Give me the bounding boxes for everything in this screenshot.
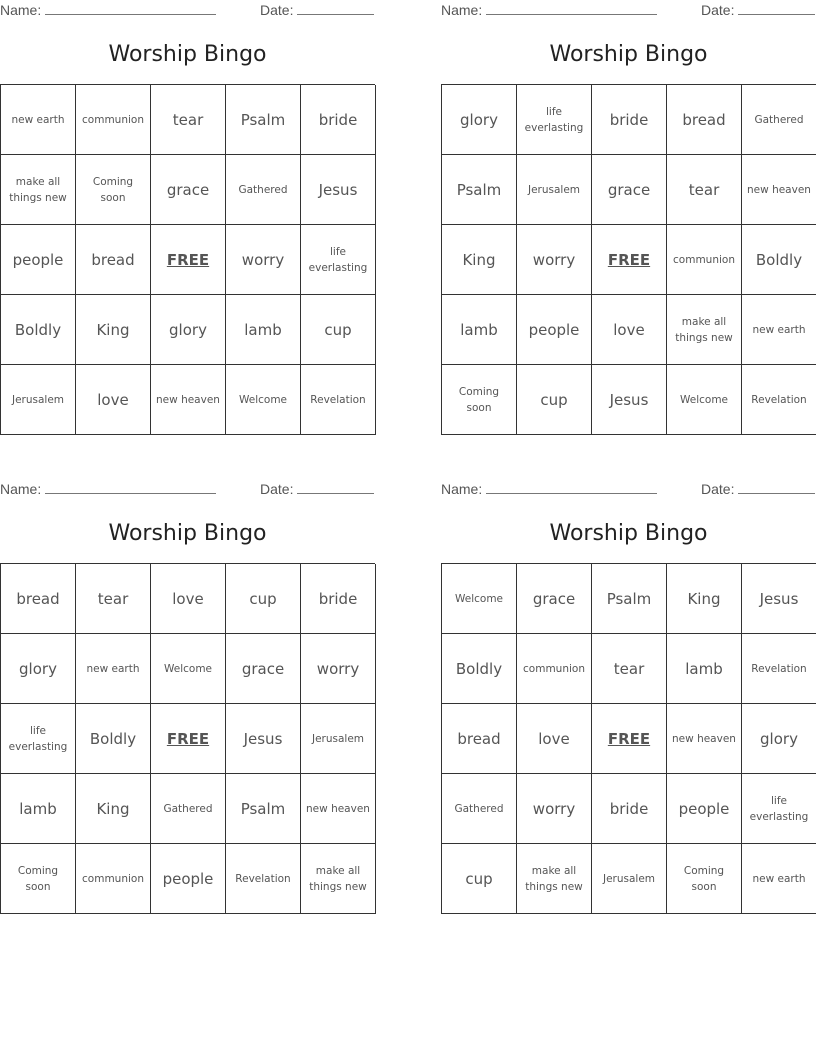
date-label: Date: bbox=[260, 481, 294, 497]
bingo-cell: Jesus bbox=[742, 564, 816, 634]
bingo-cell: grace bbox=[592, 155, 667, 225]
bingo-cell: Boldly bbox=[1, 295, 76, 365]
card-title: Worship Bingo bbox=[549, 42, 708, 67]
bingo-cell: new heaven bbox=[742, 155, 816, 225]
bingo-cell: life everlasting bbox=[517, 85, 592, 155]
bingo-cell: glory bbox=[742, 704, 816, 774]
bingo-cell: tear bbox=[592, 634, 667, 704]
bingo-cell: grace bbox=[226, 634, 301, 704]
bingo-cell: Jerusalem bbox=[1, 365, 76, 435]
bingo-cell: Gathered bbox=[151, 774, 226, 844]
bingo-grid bbox=[0, 84, 375, 435]
date-line bbox=[297, 2, 374, 15]
bingo-cell: Coming soon bbox=[442, 365, 517, 435]
bingo-card-1 bbox=[0, 0, 375, 435]
name-date-row bbox=[0, 0, 375, 22]
name-label: Name: bbox=[0, 2, 42, 18]
bingo-cell: bride bbox=[592, 85, 667, 155]
bingo-card-3 bbox=[0, 479, 375, 914]
bingo-cell: Boldly bbox=[742, 225, 816, 295]
bingo-cell: life everlasting bbox=[742, 774, 816, 844]
bingo-cell: Revelation bbox=[742, 634, 816, 704]
date-line bbox=[738, 2, 815, 15]
bingo-cell: Coming soon bbox=[1, 844, 76, 914]
date-line bbox=[738, 481, 815, 494]
bingo-cell: new heaven bbox=[301, 774, 376, 844]
bingo-cell: Gathered bbox=[742, 85, 816, 155]
bingo-cell: King bbox=[442, 225, 517, 295]
bingo-cell: communion bbox=[517, 634, 592, 704]
bingo-cell: Welcome bbox=[226, 365, 301, 435]
bingo-cell: Coming soon bbox=[667, 844, 742, 914]
bingo-cell: bride bbox=[592, 774, 667, 844]
bingo-cell: worry bbox=[226, 225, 301, 295]
free-cell: FREE bbox=[151, 704, 226, 774]
bingo-cell: new heaven bbox=[667, 704, 742, 774]
bingo-cell: Welcome bbox=[667, 365, 742, 435]
name-line bbox=[486, 2, 657, 15]
bingo-cell: worry bbox=[517, 225, 592, 295]
bingo-cell: love bbox=[76, 365, 151, 435]
bingo-cell: lamb bbox=[667, 634, 742, 704]
bingo-cell: lamb bbox=[226, 295, 301, 365]
bingo-grid bbox=[0, 563, 375, 914]
name-label: Name: bbox=[441, 481, 483, 497]
bingo-cell: communion bbox=[667, 225, 742, 295]
bingo-cell: grace bbox=[517, 564, 592, 634]
bingo-cell: King bbox=[76, 774, 151, 844]
bingo-cell: Jerusalem bbox=[301, 704, 376, 774]
bingo-cell: communion bbox=[76, 85, 151, 155]
bingo-cell: people bbox=[517, 295, 592, 365]
bingo-cell: King bbox=[76, 295, 151, 365]
bingo-cell: Jerusalem bbox=[517, 155, 592, 225]
bingo-cell: new earth bbox=[1, 85, 76, 155]
name-line bbox=[45, 2, 216, 15]
free-cell: FREE bbox=[592, 225, 667, 295]
bingo-cell: bread bbox=[1, 564, 76, 634]
date-label: Date: bbox=[701, 2, 735, 18]
name-date-row bbox=[441, 0, 816, 22]
bingo-cell: lamb bbox=[442, 295, 517, 365]
bingo-cell: Welcome bbox=[442, 564, 517, 634]
bingo-cell: bride bbox=[301, 564, 376, 634]
bingo-cell: cup bbox=[301, 295, 376, 365]
bingo-grid bbox=[441, 84, 816, 435]
bingo-cell: glory bbox=[151, 295, 226, 365]
bingo-cell: Jesus bbox=[226, 704, 301, 774]
bingo-cell: Boldly bbox=[76, 704, 151, 774]
name-date-row bbox=[0, 479, 375, 501]
bingo-cell: Psalm bbox=[442, 155, 517, 225]
bingo-cell: make all things new bbox=[667, 295, 742, 365]
bingo-cell: love bbox=[592, 295, 667, 365]
bingo-cell: new heaven bbox=[151, 365, 226, 435]
bingo-cell: grace bbox=[151, 155, 226, 225]
bingo-cell: new earth bbox=[742, 295, 816, 365]
bingo-cell: tear bbox=[76, 564, 151, 634]
bingo-cell: Revelation bbox=[301, 365, 376, 435]
name-line bbox=[45, 481, 216, 494]
bingo-cell: tear bbox=[667, 155, 742, 225]
date-label: Date: bbox=[260, 2, 294, 18]
bingo-cell: Jesus bbox=[592, 365, 667, 435]
bingo-cell: Welcome bbox=[151, 634, 226, 704]
bingo-cell: people bbox=[667, 774, 742, 844]
bingo-cell: bread bbox=[442, 704, 517, 774]
card-title: Worship Bingo bbox=[108, 521, 267, 546]
name-date-row bbox=[441, 479, 816, 501]
bingo-cell: cup bbox=[442, 844, 517, 914]
bingo-cell: people bbox=[151, 844, 226, 914]
bingo-cell: Jesus bbox=[301, 155, 376, 225]
bingo-cell: love bbox=[517, 704, 592, 774]
bingo-cell: Coming soon bbox=[76, 155, 151, 225]
bingo-cell: life everlasting bbox=[301, 225, 376, 295]
bingo-cell: communion bbox=[76, 844, 151, 914]
bingo-cell: make all things new bbox=[1, 155, 76, 225]
name-label: Name: bbox=[0, 481, 42, 497]
name-label: Name: bbox=[441, 2, 483, 18]
free-cell: FREE bbox=[592, 704, 667, 774]
bingo-grid bbox=[441, 563, 816, 914]
date-label: Date: bbox=[701, 481, 735, 497]
bingo-cell: glory bbox=[1, 634, 76, 704]
bingo-cell: Revelation bbox=[742, 365, 816, 435]
bingo-cell: worry bbox=[301, 634, 376, 704]
bingo-cell: love bbox=[151, 564, 226, 634]
card-title: Worship Bingo bbox=[108, 42, 267, 67]
date-line bbox=[297, 481, 374, 494]
bingo-cell: glory bbox=[442, 85, 517, 155]
bingo-cell: cup bbox=[517, 365, 592, 435]
bingo-cell: people bbox=[1, 225, 76, 295]
bingo-card-2 bbox=[441, 0, 816, 435]
bingo-card-4 bbox=[441, 479, 816, 914]
name-line bbox=[486, 481, 657, 494]
bingo-cell: cup bbox=[226, 564, 301, 634]
bingo-cell: bread bbox=[76, 225, 151, 295]
bingo-cell: Jerusalem bbox=[592, 844, 667, 914]
bingo-cell: Psalm bbox=[226, 774, 301, 844]
bingo-cell: new earth bbox=[742, 844, 816, 914]
bingo-cell: lamb bbox=[1, 774, 76, 844]
bingo-cell: new earth bbox=[76, 634, 151, 704]
bingo-cell: make all things new bbox=[517, 844, 592, 914]
bingo-cell: Psalm bbox=[592, 564, 667, 634]
bingo-cell: make all things new bbox=[301, 844, 376, 914]
bingo-cell: bride bbox=[301, 85, 376, 155]
bingo-cell: Gathered bbox=[442, 774, 517, 844]
card-title: Worship Bingo bbox=[549, 521, 708, 546]
bingo-cell: Gathered bbox=[226, 155, 301, 225]
bingo-cell: worry bbox=[517, 774, 592, 844]
bingo-cell: tear bbox=[151, 85, 226, 155]
bingo-cell: life everlasting bbox=[1, 704, 76, 774]
free-cell: FREE bbox=[151, 225, 226, 295]
bingo-cell: Boldly bbox=[442, 634, 517, 704]
bingo-cell: bread bbox=[667, 85, 742, 155]
bingo-cell: Psalm bbox=[226, 85, 301, 155]
bingo-cell: Revelation bbox=[226, 844, 301, 914]
bingo-cell: King bbox=[667, 564, 742, 634]
